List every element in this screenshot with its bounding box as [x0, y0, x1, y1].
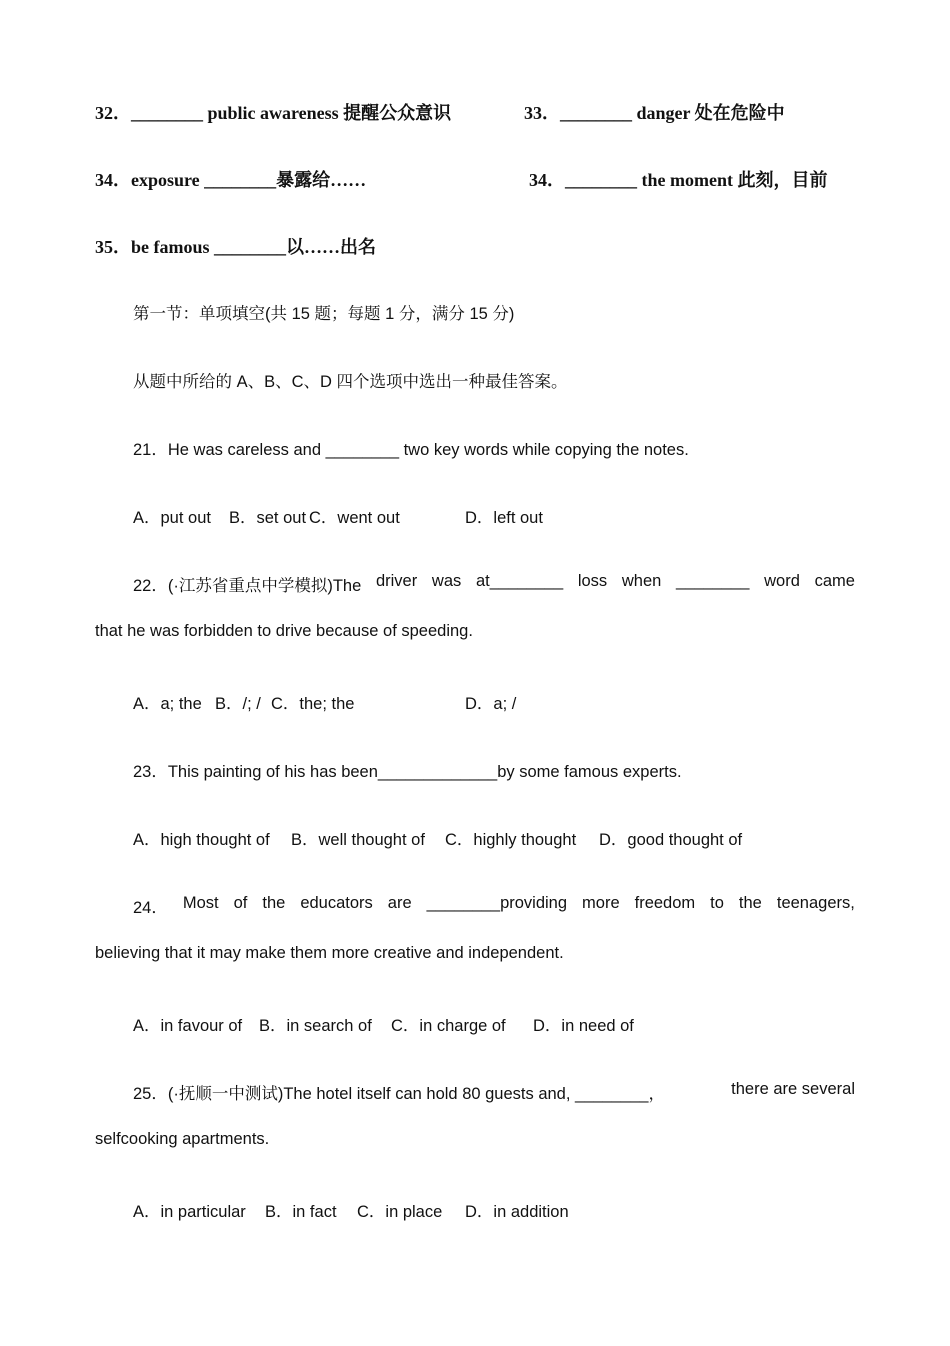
- option-b[interactable]: B．well thought of: [291, 831, 425, 849]
- question-25-options: [133, 1198, 633, 1220]
- question-25-stem-continued: selfcooking apartments.: [95, 1130, 270, 1148]
- stem-word: Most: [182, 894, 219, 912]
- vocab-item-34-moment: 34．________ the moment 此刻，目前: [529, 170, 828, 190]
- question-23-options: [133, 826, 773, 848]
- section-heading: 第一节：单项填空(共 15 题；每题 1 分，满分 15 分): [133, 305, 515, 323]
- question-23-stem: 23．This painting of his has been_____________by some famous experts.: [133, 763, 682, 781]
- option-d[interactable]: D．left out: [465, 509, 543, 527]
- stem-word: word: [764, 572, 800, 590]
- option-c[interactable]: C．in place: [357, 1203, 443, 1221]
- option-b[interactable]: B．in fact: [265, 1203, 337, 1221]
- option-c[interactable]: C．in charge of: [391, 1017, 506, 1035]
- question-22-stem: [133, 572, 855, 596]
- stem-word: to: [710, 894, 724, 912]
- stem-word: freedom: [634, 894, 696, 912]
- vocab-item-34-exposure: 34．exposure ________暴露给……: [95, 170, 367, 190]
- question-24-options: [133, 1012, 693, 1034]
- question-24-stem: [133, 894, 855, 918]
- option-b[interactable]: B．in search of: [259, 1017, 372, 1035]
- option-a[interactable]: A．put out: [133, 509, 211, 527]
- stem-word: driver: [375, 572, 418, 590]
- stem-word: of: [233, 894, 248, 912]
- question-25-stem: [133, 1080, 855, 1104]
- option-d[interactable]: D．in addition: [465, 1203, 569, 1221]
- stem-word: educators: [300, 894, 373, 912]
- stem-word: at________: [475, 572, 564, 590]
- option-b[interactable]: B．set out: [229, 509, 307, 527]
- question-24-stem-continued: believing that it may make them more creative and independent.: [95, 944, 564, 962]
- stem-word: was: [431, 572, 462, 590]
- stem-word: 24．: [133, 899, 168, 917]
- option-d[interactable]: D．a; /: [465, 695, 517, 713]
- stem-word: came: [814, 572, 855, 590]
- option-b[interactable]: B．/; /: [215, 695, 261, 713]
- stem-word: when: [621, 572, 662, 590]
- stem-word: the: [262, 894, 286, 912]
- stem-word: 22．(·江苏省重点中学模拟)The: [133, 577, 362, 595]
- stem-word: the: [738, 894, 762, 912]
- stem-word: loss: [577, 572, 608, 590]
- vocab-item-35: 35．be famous ________以……出名: [95, 237, 377, 257]
- stem-word: teenagers,: [776, 894, 855, 912]
- stem-word: are: [387, 894, 412, 912]
- stem-word: ________: [676, 572, 750, 590]
- option-d[interactable]: D．in need of: [533, 1017, 634, 1035]
- option-a[interactable]: A．in particular: [133, 1203, 246, 1221]
- question-22-options: [133, 690, 633, 712]
- option-d[interactable]: D．good thought of: [599, 831, 743, 849]
- option-a[interactable]: A．high thought of: [133, 831, 270, 849]
- stem-word: more: [582, 894, 620, 912]
- stem-part: 25．(·抚顺一中测试)The hotel itself can hold 80 guests and, ________，: [133, 1085, 665, 1103]
- vocab-item-32: 32．________ public awareness 提醒公众意识: [95, 103, 452, 123]
- option-c[interactable]: C．the; the: [271, 695, 355, 713]
- vocab-item-33: 33．________ danger 处在危险中: [524, 103, 785, 123]
- question-22-stem-continued: that he was forbidden to drive because of speeding.: [95, 622, 473, 640]
- option-c[interactable]: C．went out: [309, 509, 400, 527]
- option-a[interactable]: A．a; the: [133, 695, 202, 713]
- question-21-options: [133, 504, 633, 526]
- question-21-stem: 21．He was careless and ________ two key words while copying the notes.: [133, 441, 689, 459]
- stem-part: there are several: [731, 1080, 855, 1098]
- section-instruction: 从题中所给的 A、B、C、D 四个选项中选出一种最佳答案。: [133, 373, 568, 391]
- stem-word: ________providing: [426, 894, 568, 912]
- option-c[interactable]: C．highly thought: [445, 831, 577, 849]
- option-a[interactable]: A．in favour of: [133, 1017, 243, 1035]
